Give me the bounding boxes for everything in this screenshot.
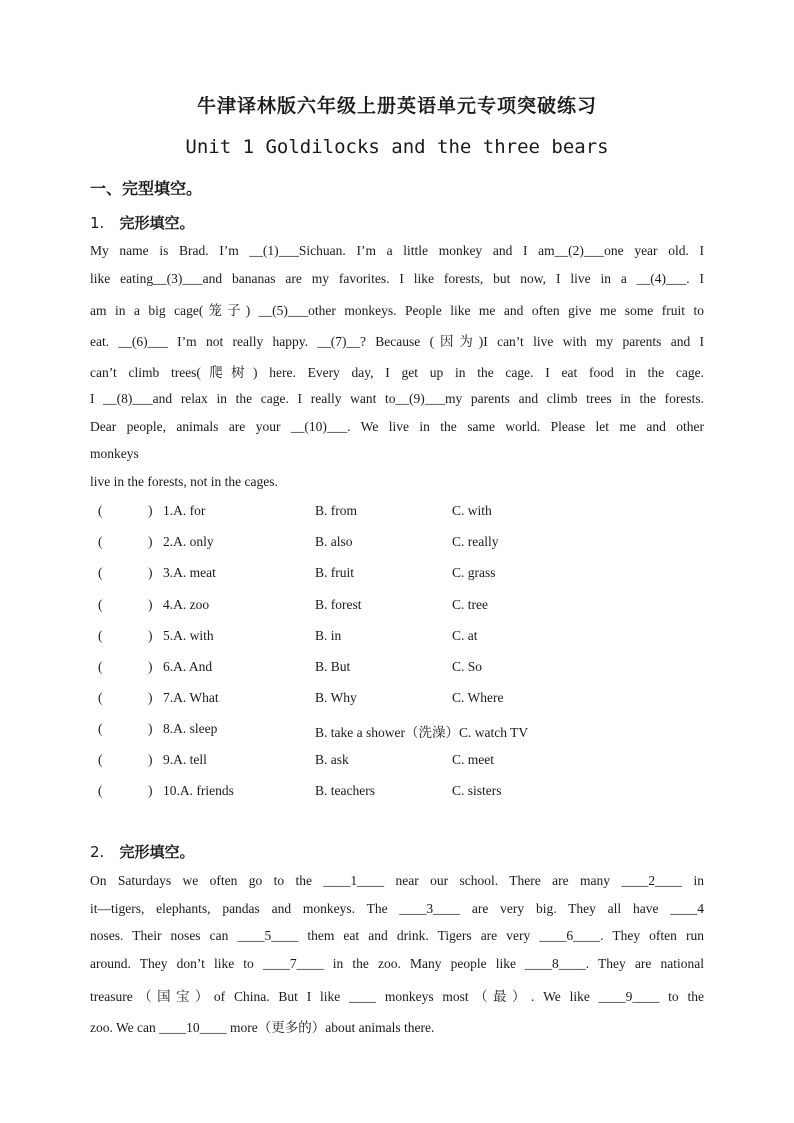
passage-line: it—tigers, elephants, pandas and monkeys. The ____3____ are very big. They all have ____4 — [90, 901, 704, 916]
option-row — [90, 659, 704, 677]
option-c: C. grass — [452, 565, 496, 580]
option-a: 10.A. friends — [163, 783, 234, 798]
passage-line: am in a big cage(笼子) __(5)___other monkeys. People like me and often give me some fruit to — [90, 303, 704, 318]
answer-paren-right[interactable]: ) — [148, 565, 153, 580]
option-a: 2.A. only — [163, 534, 214, 549]
option-a: 8.A. sleep — [163, 721, 218, 736]
passage-line: can’t climb trees(爬树) here. Every day, I get up in the cage. I eat food in the cage. — [90, 365, 704, 380]
option-a: 3.A. meat — [163, 565, 216, 580]
option-c: C. tree — [452, 597, 488, 612]
option-b: B. forest — [315, 597, 362, 612]
question-2-heading — [90, 841, 195, 862]
question-number: 2. — [90, 843, 105, 861]
passage-line: around. They don’t like to ____7____ in the zoo. Many people like ____8____. They are national — [90, 956, 704, 971]
option-row — [90, 783, 704, 801]
option-row — [90, 628, 704, 646]
option-b: B. teachers — [315, 783, 375, 798]
option-c: C. So — [452, 659, 483, 674]
option-row — [90, 690, 704, 708]
option-row — [90, 752, 704, 770]
answer-paren-left[interactable]: ( — [98, 503, 103, 518]
passage-line: noses. Their noses can ____5____ them eat and drink. Tigers are very ____6____. They often run — [90, 928, 704, 943]
answer-paren-left[interactable]: ( — [98, 783, 103, 798]
option-c: C. meet — [452, 752, 494, 767]
passage-line: monkeys — [90, 446, 139, 461]
page-title: 牛津译林版六年级上册英语单元专项突破练习 — [196, 95, 597, 117]
option-row — [90, 534, 704, 552]
answer-paren-right[interactable]: ) — [148, 752, 153, 767]
option-a: 1.A. for — [163, 503, 206, 518]
answer-paren-right[interactable]: ) — [148, 597, 153, 612]
passage-line: eat. __(6)___ I’m not really happy. __(7)__? Because (因为)I can’t live with my parents and I — [90, 334, 704, 349]
passage-line: I __(8)___and relax in the cage. I really want to__(9)___my parents and climb trees in the forests. — [90, 391, 704, 406]
option-b: B. Why — [315, 690, 357, 705]
option-row — [90, 565, 704, 583]
question-title: 完形填空。 — [119, 843, 195, 861]
option-c: C. with — [452, 503, 492, 518]
answer-paren-left[interactable]: ( — [98, 690, 103, 705]
option-a: 5.A. with — [163, 628, 214, 643]
option-a: 6.A. And — [163, 659, 213, 674]
passage-line: On Saturdays we often go to the ____1____ near our school. There are many ____2____ in — [90, 873, 704, 888]
answer-paren-left[interactable]: ( — [98, 752, 103, 767]
option-b: B. from — [315, 503, 357, 518]
option-c: C. at — [452, 628, 478, 643]
option-a: 9.A. tell — [163, 752, 207, 767]
option-c: C. Where — [452, 690, 504, 705]
question-1-heading — [90, 212, 195, 233]
answer-paren-right[interactable]: ) — [148, 659, 153, 674]
answer-paren-left[interactable]: ( — [98, 597, 103, 612]
answer-paren-right[interactable]: ) — [148, 690, 153, 705]
option-b: B. But — [315, 659, 351, 674]
answer-paren-left[interactable]: ( — [98, 628, 103, 643]
passage-line: treasure（国宝）of China. But I like ____ monkeys most（最）. We like ____9____ to the — [90, 989, 704, 1004]
passage-line: zoo. We can ____10____ more（更多的）about animals there. — [90, 1020, 435, 1035]
option-b: B. also — [315, 534, 353, 549]
option-b: B. take a shower（洗澡）C. watch TV — [315, 725, 529, 740]
answer-paren-right[interactable]: ) — [148, 534, 153, 549]
option-a: 4.A. zoo — [163, 597, 210, 612]
answer-paren-left[interactable]: ( — [98, 534, 103, 549]
option-c: C. sisters — [452, 783, 502, 798]
passage-line: Dear people, animals are your __(10)___. We live in the same world. Please let me and other — [90, 419, 704, 434]
passage-line: My name is Brad. I’m __(1)___Sichuan. I’m a little monkey and I am__(2)___one year old. I — [90, 243, 704, 258]
page-subtitle: Unit 1 Goldilocks and the three bears — [185, 136, 609, 158]
option-row — [90, 721, 704, 739]
answer-paren-left[interactable]: ( — [98, 721, 103, 736]
option-b: B. ask — [315, 752, 349, 767]
answer-paren-right[interactable]: ) — [148, 503, 153, 518]
answer-paren-right[interactable]: ) — [148, 628, 153, 643]
answer-paren-left[interactable]: ( — [98, 565, 103, 580]
option-row — [90, 503, 704, 521]
answer-paren-right[interactable]: ) — [148, 721, 153, 736]
passage-line: live in the forests, not in the cages. — [90, 474, 278, 489]
option-b: B. fruit — [315, 565, 354, 580]
section-heading: 一、完型填空。 — [90, 179, 203, 198]
option-c: C. really — [452, 534, 499, 549]
option-b: B. in — [315, 628, 342, 643]
question-title: 完形填空。 — [119, 214, 195, 232]
question-number: 1. — [90, 214, 105, 232]
answer-paren-right[interactable]: ) — [148, 783, 153, 798]
option-a: 7.A. What — [163, 690, 219, 705]
option-row — [90, 597, 704, 615]
passage-line: like eating__(3)___and bananas are my favorites. I like forests, but now, I live in a __(4)___. I — [90, 271, 704, 286]
answer-paren-left[interactable]: ( — [98, 659, 103, 674]
